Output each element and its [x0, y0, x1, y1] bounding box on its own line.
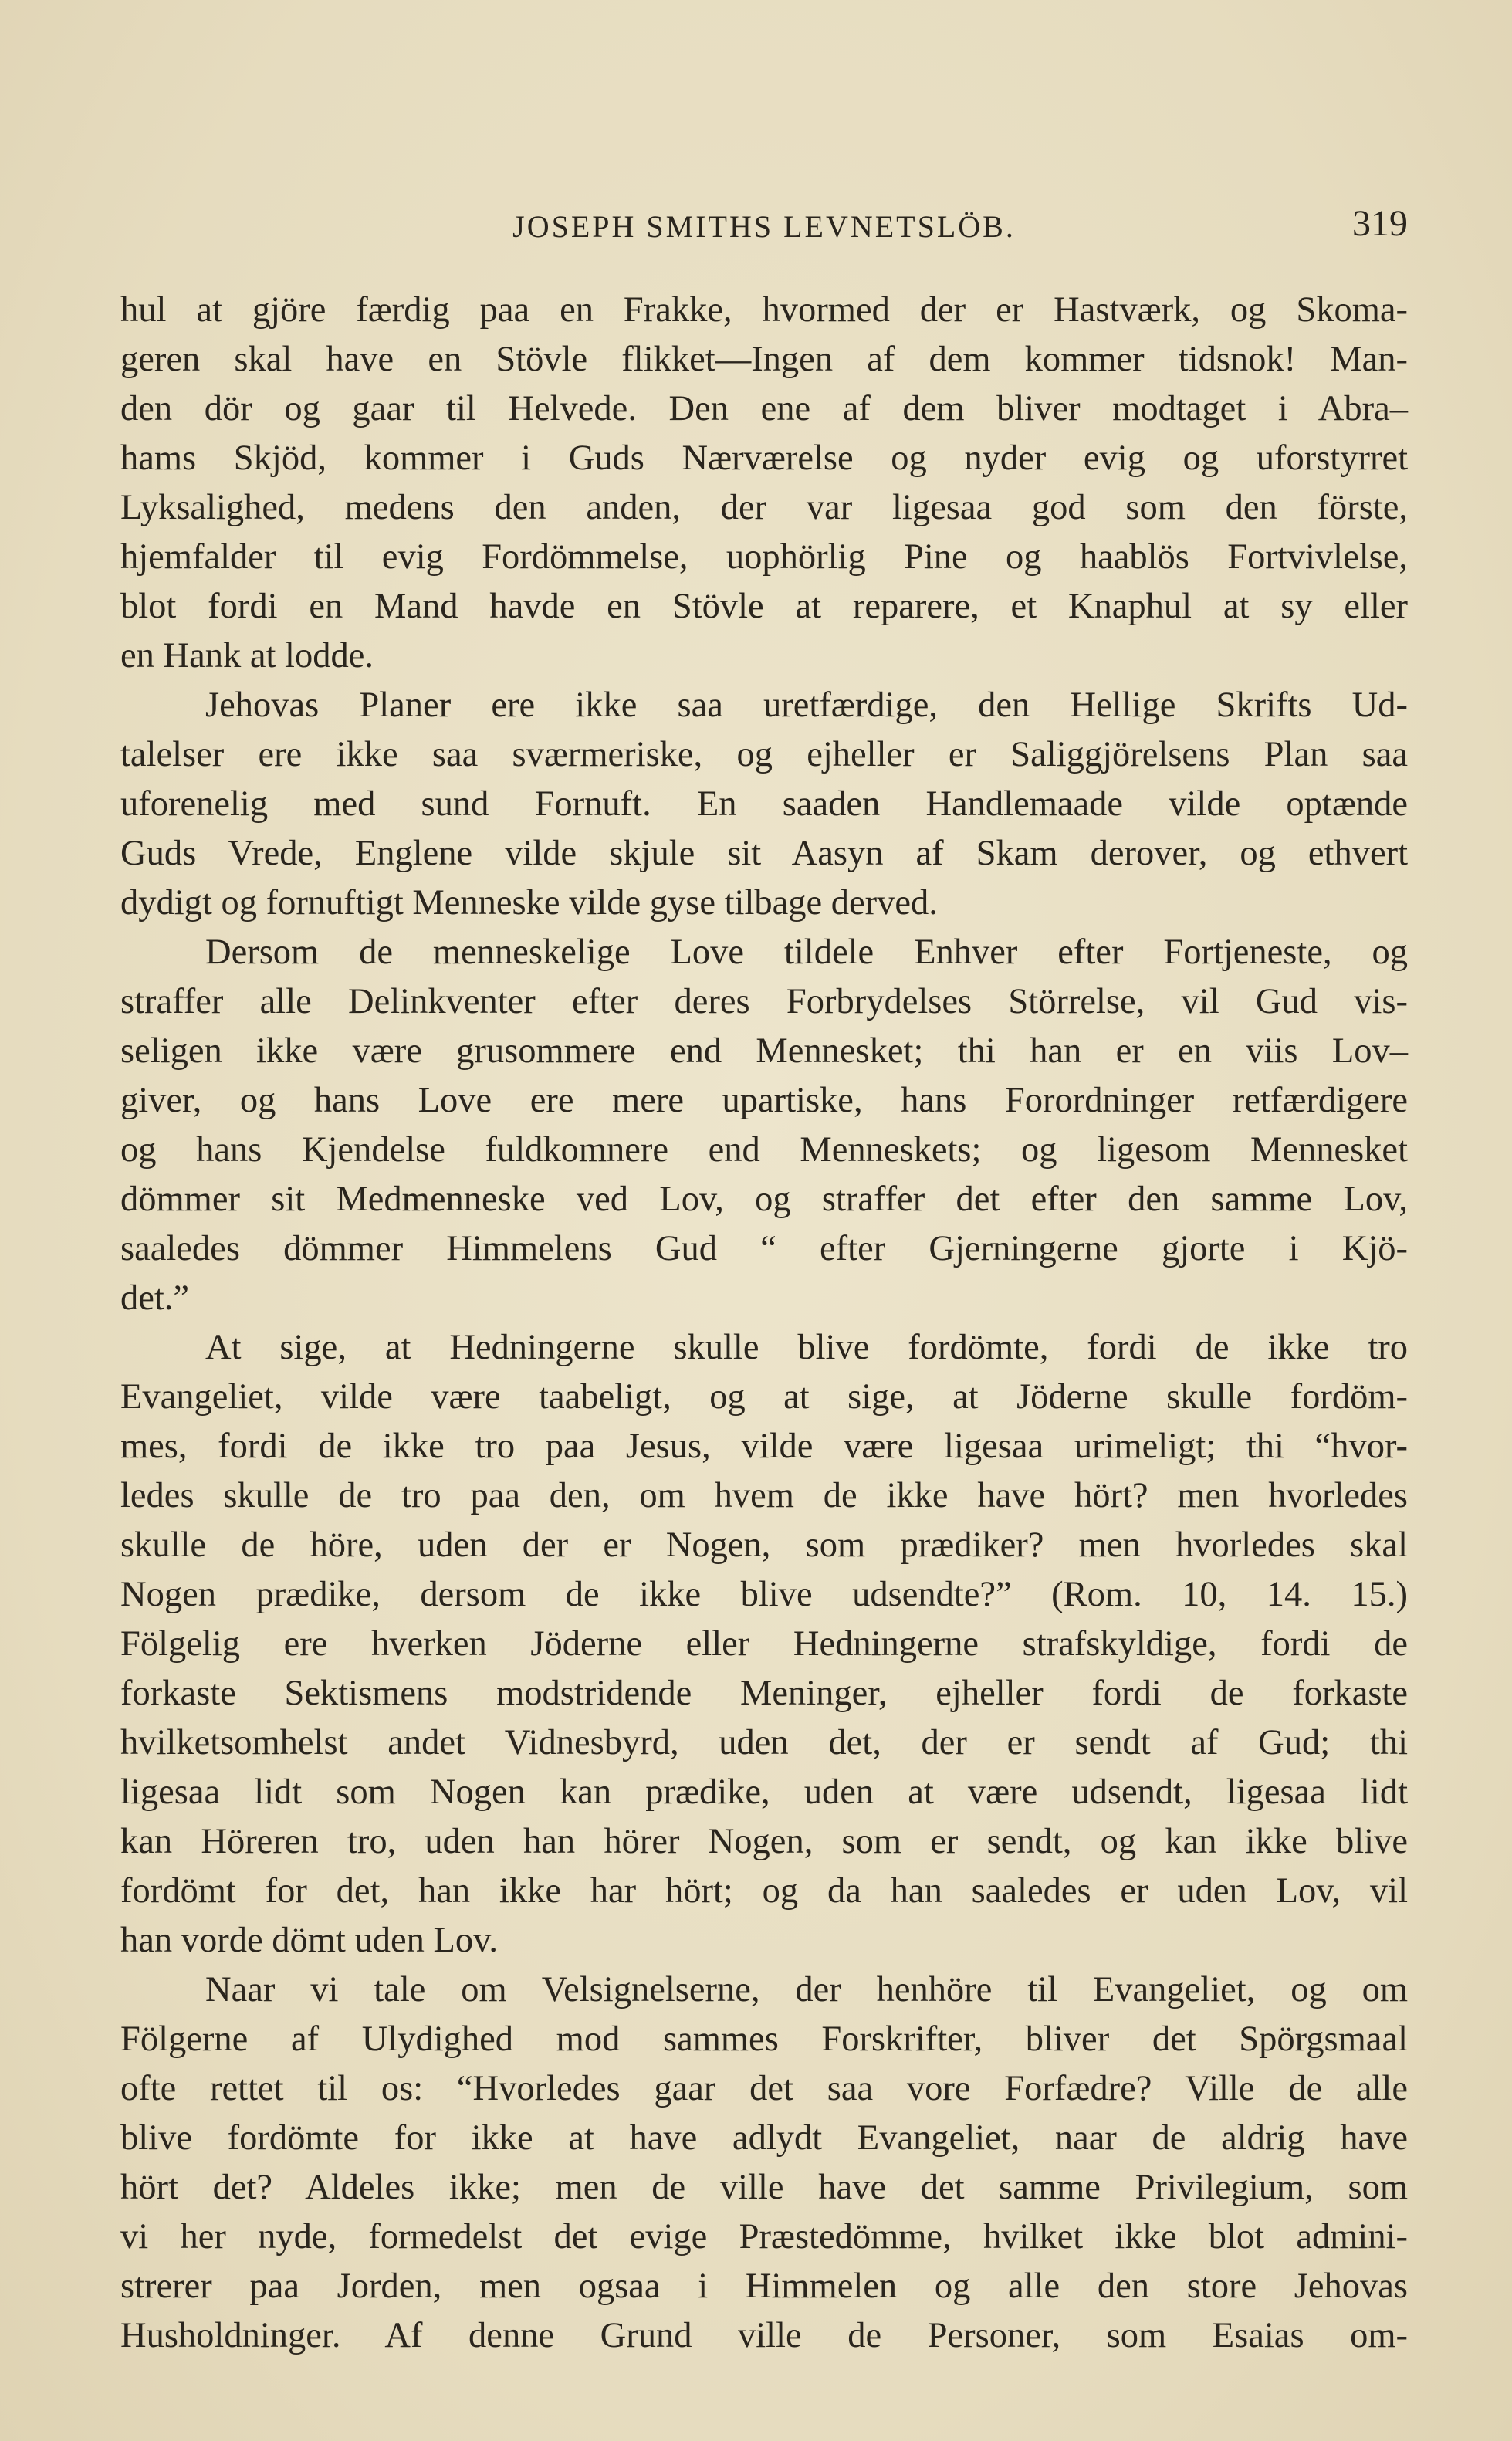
paragraph-3 [120, 928, 1408, 1323]
text-line: Evangeliet, vilde være taabeligt, og at sige, at Jöderne skulle fordöm- [120, 1377, 1408, 1417]
paragraph-1 [120, 286, 1408, 681]
text-line: hjemfalder til evig Fordömmelse, uophörlig Pine og haablös Fortvivlelse, [120, 537, 1408, 577]
text-line: geren skal have en Stövle flikket—Ingen af dem kommer tidsnok! Man- [120, 340, 1408, 379]
text-line: Husholdninger. Af denne Grund ville de Personer, som Esaias om- [120, 2316, 1408, 2355]
text-line: hams Skjöd, kommer i Guds Nærværelse og nyder evig og uforstyrret [120, 438, 1408, 478]
text-line: hul at gjöre færdig paa en Frakke, hvormed der er Hastværk, og Skoma- [120, 290, 1408, 330]
text-line: blot fordi en Mand havde en Stövle at reparere, et Knaphul at sy eller [120, 587, 1408, 626]
text-line: den dör og gaar til Helvede. Den ene af dem bliver modtaget i Abra– [120, 389, 1408, 428]
text-line: vi her nyde, formedelst det evige Præstedömme, hvilket ikke blot admini- [120, 2217, 1408, 2256]
text-line: mes, fordi de ikke tro paa Jesus, vilde være ligesaa urimeligt; thi “hvor- [120, 1427, 1408, 1466]
text-line: blive fordömte for ikke at have adlydt Evangeliet, naar de aldrig have [120, 2118, 1408, 2158]
text-line: han vorde dömt uden Lov. [120, 1921, 498, 1960]
text-line: strerer paa Jorden, men ogsaa i Himmelen og alle den store Jehovas [120, 2267, 1408, 2306]
text-line: fordömt for det, han ikke har hört; og da han saaledes er uden Lov, vil [120, 1871, 1408, 1911]
text-line: hört det? Aldeles ikke; men de ville have det samme Privilegium, som [120, 2168, 1408, 2207]
text-line: At sige, at Hedningerne skulle blive fordömte, fordi de ikke tro [205, 1328, 1408, 1367]
text-line: ledes skulle de tro paa den, om hvem de ikke have hört? men hvorledes [120, 1476, 1408, 1515]
text-line: giver, og hans Love ere mere upartiske, hans Forordninger retfærdigere [120, 1081, 1408, 1120]
text-line: skulle de höre, uden der er Nogen, som prædiker? men hvorledes skal [120, 1525, 1408, 1565]
text-line: dömmer sit Medmenneske ved Lov, og straffer det efter den samme Lov, [120, 1180, 1408, 1219]
text-line: Fölgerne af Ulydighed mod sammes Forskrifter, bliver det Spörgsmaal [120, 2019, 1408, 2059]
text-line: forkaste Sektismens modstridende Meninger, ejheller fordi de forkaste [120, 1674, 1408, 1713]
text-line: Lyksalighed, medens den anden, der var ligesaa god som den förste, [120, 488, 1408, 527]
text-line: Nogen prædike, dersom de ikke blive udsendte?” (Rom. 10, 14. 15.) [120, 1575, 1408, 1614]
text-line: ligesaa lidt som Nogen kan prædike, uden at være udsendt, ligesaa lidt [120, 1772, 1408, 1812]
text-line: hvilketsomhelst andet Vidnesbyrd, uden det, der er sendt af Gud; thi [120, 1723, 1408, 1762]
text-line: ofte rettet til os: “Hvorledes gaar det saa vore Forfædre? Ville de alle [120, 2069, 1408, 2108]
paragraph-5 [120, 1965, 1408, 2361]
text-line: uforenelig med sund Fornuft. En saaden Handlemaade vilde optænde [120, 784, 1408, 824]
text-line: det.” [120, 1278, 190, 1318]
paragraph-2 [120, 681, 1408, 928]
text-line: saaledes dömmer Himmelens Gud “ efter Gjerningerne gjorte i Kjö- [120, 1229, 1408, 1268]
text-line: seligen ikke være grusommere end Mennesket; thi han er en viis Lov– [120, 1031, 1408, 1071]
paragraph-4 [120, 1323, 1408, 1965]
text-line: dydigt og fornuftigt Menneske vilde gyse tilbage derved. [120, 883, 938, 923]
text-line: Guds Vrede, Englene vilde skjule sit Aasyn af Skam derover, og ethvert [120, 834, 1408, 873]
text-line: og hans Kjendelse fuldkomnere end Menneskets; og ligesom Mennesket [120, 1130, 1408, 1170]
text-line: talelser ere ikke saa sværmeriske, og ejheller er Saliggjörelsens Plan saa [120, 735, 1408, 774]
running-title: JOSEPH SMITHS LEVNETSLÖB. [512, 209, 1016, 244]
text-line: Fölgelig ere hverken Jöderne eller Hedningerne strafskyldige, fordi de [120, 1624, 1408, 1664]
text-line: en Hank at lodde. [120, 636, 374, 675]
running-head [120, 202, 1408, 249]
text-line: kan Höreren tro, uden han hörer Nogen, som er sendt, og kan ikke blive [120, 1822, 1408, 1861]
text-line: Naar vi tale om Velsignelserne, der henhöre til Evangeliet, og om [205, 1970, 1408, 2009]
text-line: straffer alle Delinkventer efter deres Forbrydelses Störrelse, vil Gud vis- [120, 982, 1408, 1021]
text-line: Jehovas Planer ere ikke saa uretfærdige, den Hellige Skrifts Ud- [205, 686, 1408, 725]
text-line: Dersom de menneskelige Love tildele Enhver efter Fortjeneste, og [205, 933, 1408, 972]
body-text [120, 286, 1408, 2361]
page-number: 319 [1352, 203, 1408, 244]
